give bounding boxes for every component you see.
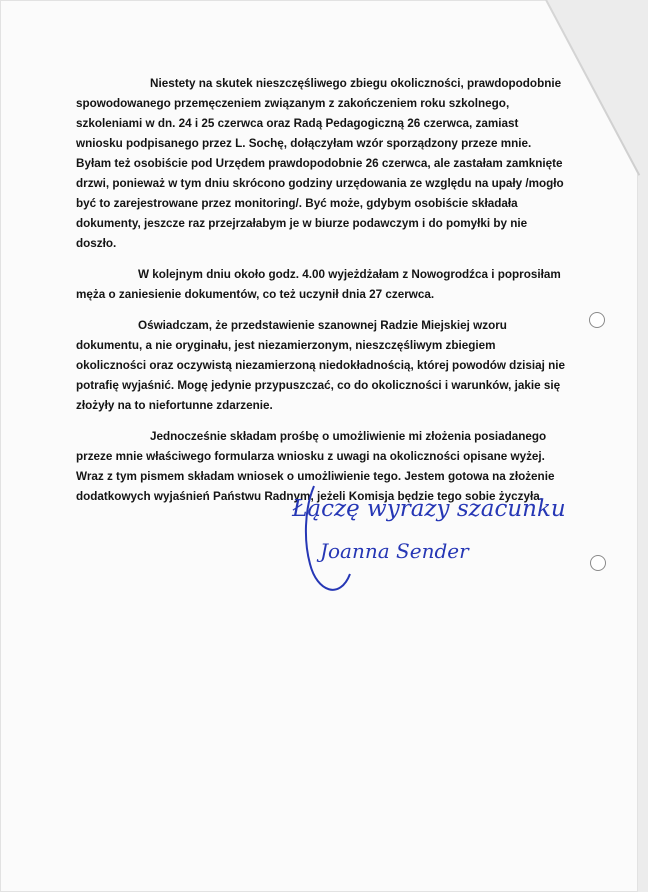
paragraph-3: Oświadczam, że przedstawienie szanownej Radzie Miejskiej wzoru dokumentu, a nie oryginału, jest niezamierzonym, nieszczęśliwym zbiegiem okoliczności oraz oczywistą niezamierzoną niedokładnością, której powodów dzisiaj nie potrafię wyjaśnić. Mogę jedynie przypuszczać, co do okoliczności i warunków, jakie się złożyły na to niefortunne zdarzenie. (76, 319, 566, 412)
punch-hole-top (589, 312, 605, 328)
letter-body (76, 74, 568, 518)
request-emphasis: Jednocześnie składam prośbę o umożliwienie mi złożenia posiadanego przeze mnie właściwego formularza wniosku z uwagi na okoliczności opisane wyżej. (76, 430, 547, 463)
paragraph-2: W kolejnym dniu około godz. 4.00 wyjeżdżałam z Nowogrodźca i poprosiłam męża o zaniesienie dokumentów, co też uczynił dnia 27 czerwca. (76, 268, 561, 301)
signature-name: Joanna Sender (320, 539, 469, 563)
paragraph-1: Niestety na skutek nieszczęśliwego zbiegu okoliczności, prawdopodobnie spowodowanego przemęczeniem związanym z zakończeniem roku szkolnego, szkoleniami w dn. 24 i 25 czerwca oraz Radą Pedagogiczną 26 czerwca, zamiast wniosku podpisanego przez L. Sochę, dołączyłam wzór sporządzony przeze mnie. Byłam też osobiście pod Urzędem prawdopodobnie 26 czerwca, ale zastałam zamknięte drzwi, ponieważ w tym dniu skrócono godziny urzędowania ze względu na upały /mogło być to zarejestrowane przez monitoring/. Być może, gdybym osobiście składała dokumenty, jeszcze raz przejrzałabym je w biurze podawczym i do pomyłki by nie doszło. (76, 77, 564, 250)
signature-greeting: Łączę wyrazy szacunku (292, 496, 566, 522)
handwritten-signature (286, 474, 606, 614)
request-details: Wraz z tym pismem składam wniosek o umożliwienie tego. Jestem gotowa na złożenie dodatkowych wyjaśnień Państwu Radnym, jeżeli Komisja będzie tego sobie życzyła. (76, 470, 555, 503)
